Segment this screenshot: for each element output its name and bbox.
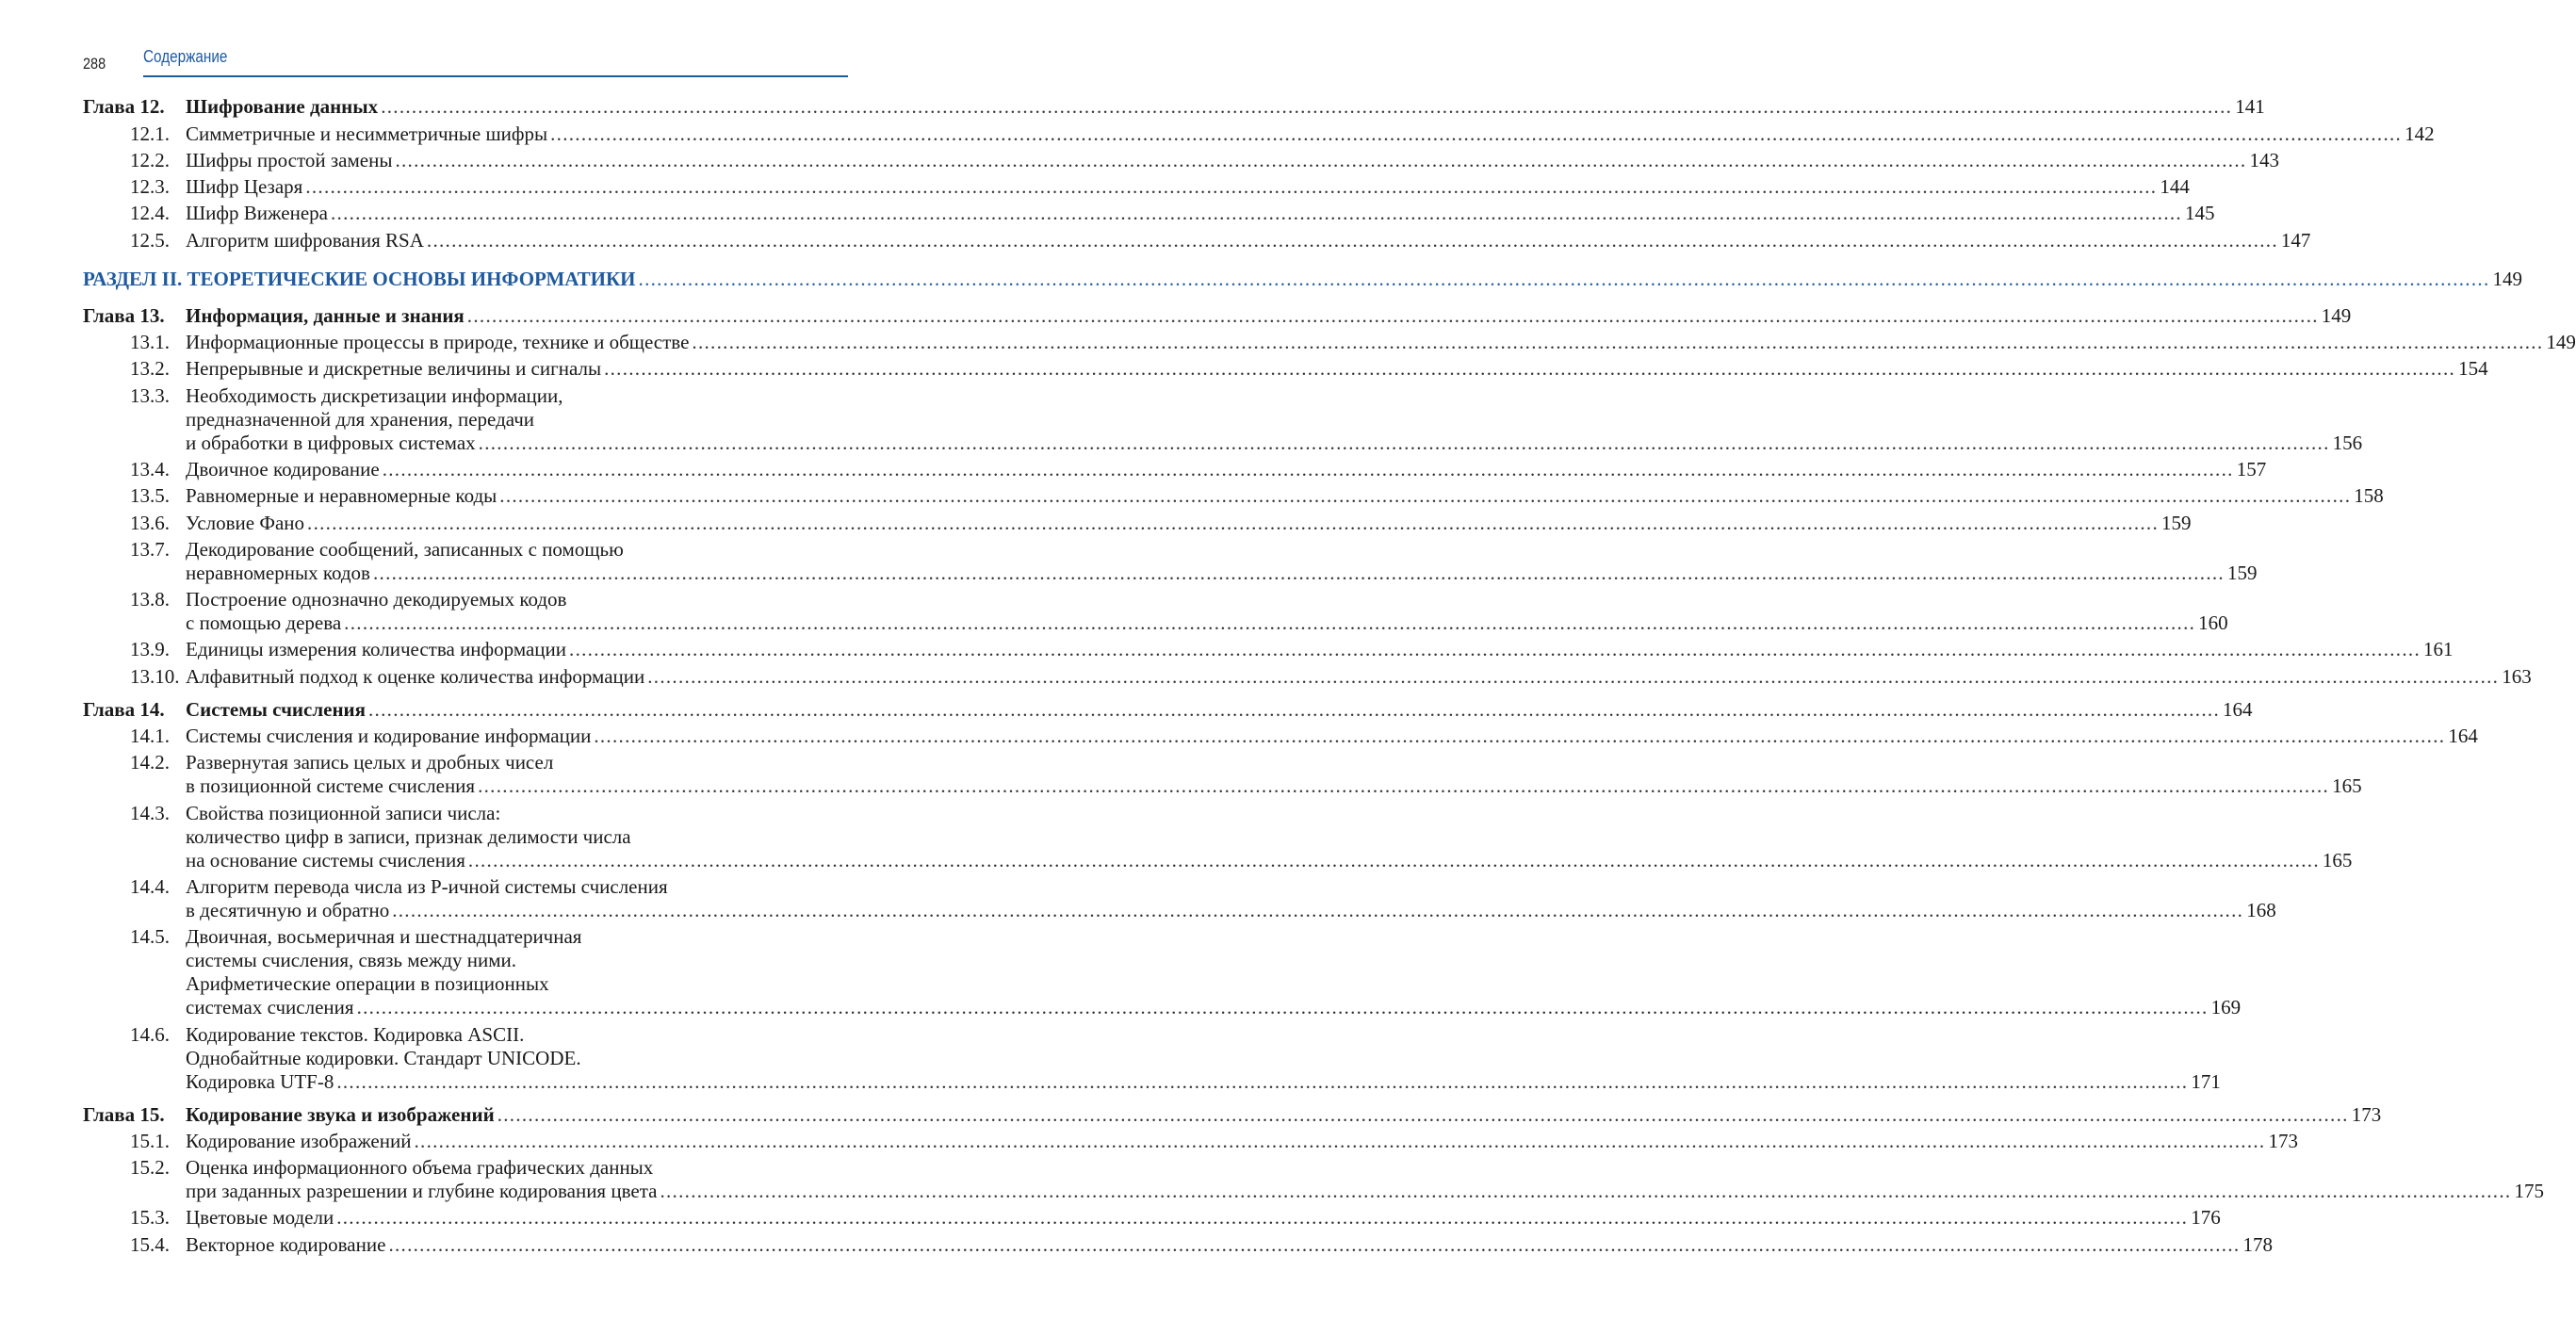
section-entry <box>83 1232 2273 1257</box>
entry-title-line: Равномерные и неравномерные коды <box>186 484 497 508</box>
entry-page-number: 142 <box>2405 122 2435 145</box>
dot-leader: ............................................................................................................................................................................................................................................................................................................ <box>467 848 2320 872</box>
dot-leader: ............................................................................................................................................................................................................................................................................................................ <box>356 996 2209 1019</box>
section-entry <box>83 537 2258 585</box>
dot-leader: ............................................................................................................................................................................................................................................................................................................ <box>382 457 2234 481</box>
section-entry <box>83 925 2242 1019</box>
entry-number: 15.3. <box>130 1206 170 1230</box>
entry-leader-line <box>186 697 2253 722</box>
running-title: Содержание <box>143 47 228 66</box>
entry-leader-line <box>186 303 2352 328</box>
dot-leader: ............................................................................................................................................................................................................................................................................................................ <box>478 431 2330 454</box>
entry-title-line: количество цифр в записи, признак делимости числа <box>186 824 631 848</box>
entry-title-line: Информация, данные и знания <box>186 303 465 327</box>
entry-leader-line <box>186 774 2362 798</box>
entry-leader-line <box>186 331 2576 354</box>
entry-number: 14.1. <box>130 725 170 748</box>
entry-title-line: и обработки в цифровых системах <box>186 431 476 454</box>
entry-title-line: Кодировка UTF-8 <box>186 1069 334 1093</box>
entry-page-number: 143 <box>2249 148 2279 171</box>
entry-page-number: 157 <box>2236 457 2267 481</box>
entry-page-number: 163 <box>2502 664 2532 688</box>
entry-number: 13.5. <box>130 484 170 508</box>
entry-title-line: Цветовые модели <box>186 1206 334 1230</box>
entry-number: 13.6. <box>130 511 170 534</box>
section-entry <box>83 801 2353 872</box>
entry-title-line: Построение однозначно декодируемых кодов <box>186 588 567 611</box>
entry-page-number: 168 <box>2246 898 2276 921</box>
entry-leader-line <box>186 664 2532 689</box>
dot-leader: ............................................................................................................................................................................................................................................................................................................ <box>499 484 2352 508</box>
entry-number: 14.5. <box>130 925 170 949</box>
entry-page-number: 144 <box>2160 175 2190 199</box>
entry-leader-line <box>186 1069 2221 1094</box>
entry-leader-line <box>186 638 2454 661</box>
section-entry <box>83 148 2279 172</box>
dot-leader: ............................................................................................................................................................................................................................................................................................................ <box>368 697 2220 721</box>
dot-leader: ............................................................................................................................................................................................................................................................................................................ <box>344 611 2196 635</box>
entry-title-line: Условие Фано <box>186 511 305 534</box>
entry-page-number: 173 <box>2351 1102 2382 1126</box>
dot-leader: ............................................................................................................................................................................................................................................................................................................ <box>604 357 2456 381</box>
entry-title-line: Алгоритм перевода числа из Р-ичной системы счисления <box>186 874 668 898</box>
dot-leader: ............................................................................................................................................................................................................................................................................................................ <box>330 202 2182 225</box>
entry-number: 15.2. <box>130 1156 170 1180</box>
entry-title-line: Кодирование текстов. Кодировка ASCII. <box>186 1022 525 1046</box>
entry-leader-line <box>186 996 2242 1019</box>
entry-title-line: Алгоритм шифрования RSA <box>186 228 424 252</box>
chapter-block <box>83 1102 2544 1257</box>
dot-leader: ............................................................................................................................................................................................................................................................................................................ <box>647 664 2500 688</box>
page-header <box>83 45 848 77</box>
section-entry <box>83 638 2454 661</box>
entry-number: Глава 12. <box>83 95 165 119</box>
dot-leader: ............................................................................................................................................................................................................................................................................................................ <box>395 148 2247 171</box>
entry-title-line: в десятичную и обратно <box>186 898 390 921</box>
entry-page-number: 149 <box>2321 303 2352 327</box>
entry-leader-line <box>186 1232 2273 1257</box>
entry-number: 13.3. <box>130 383 170 407</box>
entry-leader-line <box>186 95 2265 119</box>
entry-title-line: на основание системы счисления <box>186 848 465 872</box>
entry-leader-line <box>186 431 2363 455</box>
entry-page-number: 159 <box>2226 561 2258 584</box>
entry-page-number: 176 <box>2191 1206 2221 1230</box>
entry-page-number: 164 <box>2223 697 2253 721</box>
entry-leader-line <box>186 1102 2382 1127</box>
section-entry <box>83 484 2384 508</box>
section-entry <box>83 357 2488 381</box>
dot-leader: ............................................................................................................................................................................................................................................................................................................ <box>307 511 2160 534</box>
entry-number: 13.4. <box>130 457 170 481</box>
dot-leader: ............................................................................................................................................................................................................................................................................................................ <box>336 1206 2189 1230</box>
entry-title-line: в позиционной системе счисления <box>186 774 476 798</box>
entry-page-number: 141 <box>2235 95 2265 119</box>
entry-title-line: предназначенной для хранения, передачи <box>186 407 535 431</box>
chapter-heading <box>83 303 2352 328</box>
entry-page-number: 145 <box>2184 202 2215 225</box>
section-entry <box>83 751 2362 798</box>
entry-number: 12.4. <box>130 202 170 225</box>
page-number: 288 <box>83 55 106 73</box>
dot-leader: ............................................................................................................................................................................................................................................................................................................ <box>336 1069 2189 1093</box>
entry-title-line: Системы счисления и кодирование информации <box>186 725 592 748</box>
entry-number: Глава 13. <box>83 303 165 327</box>
entry-title-line: Шифр Цезаря <box>186 175 303 199</box>
dot-leader: ............................................................................................................................................................................................................................................................................................................ <box>550 122 2403 145</box>
section-entry <box>83 1206 2221 1230</box>
entry-title-line: Информационные процессы в природе, технике и обществе <box>186 331 690 354</box>
entry-title-line: Декодирование сообщений, записанных с помощью <box>186 537 624 561</box>
section-entry <box>83 511 2192 535</box>
table-of-contents <box>83 92 2576 1257</box>
entry-page-number: 165 <box>2332 774 2362 798</box>
entry-title-line: Развернутая запись целых и дробных чисел <box>186 751 554 774</box>
entry-title-line: системах счисления <box>186 996 354 1019</box>
entry-page-number: 164 <box>2448 725 2478 748</box>
section-entry <box>83 457 2267 481</box>
chapter-block <box>83 95 2435 252</box>
entry-leader-line <box>186 725 2478 748</box>
header-rule <box>143 75 848 77</box>
dot-leader: ............................................................................................................................................................................................................................................................................................................ <box>381 95 2233 119</box>
entry-title-line: Двоичная, восьмеричная и шестнадцатеричная <box>186 925 582 949</box>
dot-leader: ............................................................................................................................................................................................................................................................................................................ <box>388 1232 2241 1256</box>
entry-leader-line <box>186 561 2258 585</box>
entry-title-line: Непрерывные и дискретные величины и сигналы <box>186 357 602 381</box>
section-entry <box>83 331 2576 354</box>
section-entry <box>83 1022 2221 1094</box>
entry-number: 14.2. <box>130 751 170 774</box>
entry-title-line: Системы счисления <box>186 697 366 721</box>
section-entry <box>83 588 2228 635</box>
entry-page-number: 158 <box>2354 484 2384 508</box>
entry-title-line: Кодирование изображений <box>186 1129 412 1152</box>
dot-leader: ............................................................................................................................................................................................................................................................................................................ <box>305 175 2158 199</box>
section-entry <box>83 122 2435 146</box>
entry-page-number: 165 <box>2322 848 2353 872</box>
part-page-number: 149 <box>2492 267 2523 290</box>
entry-title-line: Двоичное кодирование <box>186 457 380 481</box>
dot-leader: ............................................................................................................................................................................................................................................................................................................ <box>692 331 2544 354</box>
entry-number: 15.4. <box>130 1232 170 1256</box>
section-entry <box>83 1156 2544 1203</box>
entry-leader-line <box>186 511 2192 535</box>
part-title: РАЗДЕЛ II. ТЕОРЕТИЧЕСКИЕ ОСНОВЫ ИНФОРМАТИКИ <box>83 267 636 290</box>
section-entry <box>83 383 2363 455</box>
dot-leader: ............................................................................................................................................................................................................................................................................................................ <box>638 267 2490 290</box>
entry-leader-line <box>186 148 2279 172</box>
entry-number: 14.6. <box>130 1022 170 1046</box>
entry-leader-line <box>186 122 2435 146</box>
entry-title-line: Шифры простой замены <box>186 148 393 171</box>
entry-leader-line <box>186 1129 2298 1153</box>
section-entry <box>83 175 2190 199</box>
entry-number: 12.5. <box>130 228 170 252</box>
entry-leader-line <box>186 1206 2221 1230</box>
chapter-heading <box>83 1102 2382 1127</box>
dot-leader: ............................................................................................................................................................................................................................................................................................................ <box>497 1102 2349 1126</box>
entry-page-number: 169 <box>2210 996 2242 1019</box>
entry-title-line: Алфавитный подход к оценке количества информации <box>186 664 645 688</box>
entry-number: 12.1. <box>130 122 170 145</box>
part-heading <box>83 267 2523 291</box>
entry-title-line: Шифрование данных <box>186 95 379 119</box>
dot-leader: ............................................................................................................................................................................................................................................................................................................ <box>392 898 2244 921</box>
entry-leader-line <box>186 1180 2544 1203</box>
entry-title-line: Единицы измерения количества информации <box>186 638 567 661</box>
entry-page-number: 160 <box>2198 611 2228 635</box>
entry-page-number: 147 <box>2280 228 2311 252</box>
entry-title-line: Однобайтные кодировки. Стандарт UNICODE. <box>186 1046 581 1069</box>
entry-number: Глава 15. <box>83 1102 165 1126</box>
section-entry <box>83 202 2215 225</box>
dot-leader: ............................................................................................................................................................................................................................................................................................................ <box>478 774 2330 798</box>
entry-title-line: Необходимость дискретизации информации, <box>186 383 563 407</box>
dot-leader: ............................................................................................................................................................................................................................................................................................................ <box>569 638 2421 661</box>
entry-title-line: системы счисления, связь между ними. <box>186 949 517 972</box>
chapter-block <box>83 303 2576 689</box>
entry-leader-line <box>186 357 2488 381</box>
entry-number: 13.7. <box>130 537 170 561</box>
entry-page-number: 173 <box>2268 1129 2298 1152</box>
entry-title-line: неравномерных кодов <box>186 561 370 584</box>
entry-title-line: Симметричные и несимметричные шифры <box>186 122 548 145</box>
entry-title-line: с помощью дерева <box>186 611 342 635</box>
entry-leader-line <box>186 457 2267 481</box>
entry-number: 12.3. <box>130 175 170 199</box>
entry-number: 13.1. <box>130 331 170 354</box>
entry-number: 14.3. <box>130 801 170 824</box>
entry-page-number: 149 <box>2546 331 2576 354</box>
entry-leader-line <box>186 175 2190 199</box>
entry-title-line: Шифр Виженера <box>186 202 328 225</box>
dot-leader: ............................................................................................................................................................................................................................................................................................................ <box>372 561 2225 584</box>
section-entry <box>83 725 2478 748</box>
section-entry <box>83 874 2276 922</box>
chapter-heading <box>83 95 2265 119</box>
entry-page-number: 171 <box>2191 1069 2221 1093</box>
entry-title-line: Свойства позиционной записи числа: <box>186 801 501 824</box>
entry-title-line: Арифметические операции в позиционных <box>186 972 549 996</box>
entry-page-number: 156 <box>2332 431 2363 454</box>
dot-leader: ............................................................................................................................................................................................................................................................................................................ <box>426 228 2278 252</box>
entry-number: 13.2. <box>130 357 170 381</box>
dot-leader: ............................................................................................................................................................................................................................................................................................................ <box>466 303 2319 327</box>
entry-number: 15.1. <box>130 1129 170 1152</box>
entry-page-number: 159 <box>2161 511 2192 534</box>
section-entry <box>83 664 2532 689</box>
entry-number: 14.4. <box>130 874 170 898</box>
entry-number: 12.2. <box>130 148 170 171</box>
entry-page-number: 175 <box>2514 1180 2544 1203</box>
dot-leader: ............................................................................................................................................................................................................................................................................................................ <box>414 1129 2266 1152</box>
entry-title-line: при заданных разрешении и глубине кодирования цвета <box>186 1180 658 1203</box>
entry-leader-line <box>186 848 2353 872</box>
entry-leader-line <box>186 611 2228 635</box>
entry-number: 13.9. <box>130 638 170 661</box>
entry-title-line: Векторное кодирование <box>186 1232 386 1256</box>
entry-title-line: Оценка информационного объема графических данных <box>186 1156 654 1180</box>
entry-number: 13.10. <box>130 664 180 688</box>
section-entry <box>83 228 2311 253</box>
entry-leader-line <box>186 484 2384 508</box>
entry-leader-line <box>186 898 2276 922</box>
entry-page-number: 154 <box>2458 357 2488 381</box>
entry-title-line: Кодирование звука и изображений <box>186 1102 495 1126</box>
entry-leader-line <box>186 228 2311 253</box>
chapter-block <box>83 697 2478 1094</box>
section-entry <box>83 1129 2298 1153</box>
dot-leader: ............................................................................................................................................................................................................................................................................................................ <box>660 1180 2512 1203</box>
entry-leader-line <box>186 202 2215 225</box>
entry-page-number: 161 <box>2423 638 2454 661</box>
dot-leader: ............................................................................................................................................................................................................................................................................................................ <box>594 725 2446 748</box>
entry-number: 13.8. <box>130 588 170 611</box>
entry-number: Глава 14. <box>83 697 165 721</box>
chapter-heading <box>83 697 2253 722</box>
entry-page-number: 178 <box>2242 1232 2273 1256</box>
